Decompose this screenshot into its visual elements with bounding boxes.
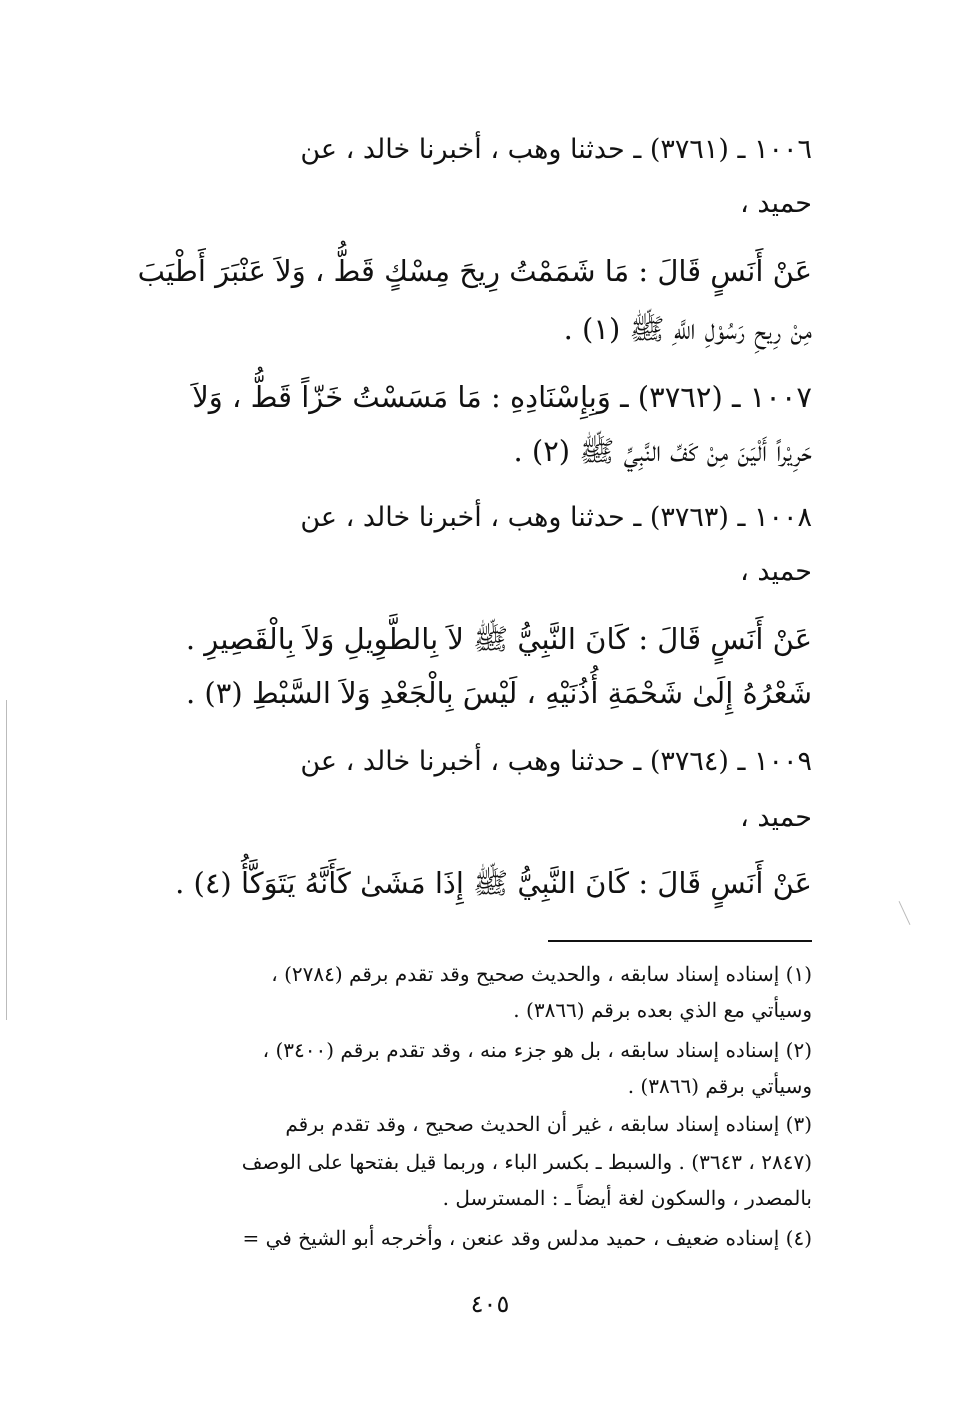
hadith-text-1007-line1: ١٠٠٧ ـ (٣٧٦٢) ـ وَبِإِسْنَادِهِ : مَا مَسَسْتُ خَزّاً قَطُّ ، وَلاَ xyxy=(192,380,812,414)
footnote-1-line1: (١) إسناده إسناد سابقه ، والحديث صحيح وقد تقدم برقم (٢٧٨٤) ، xyxy=(271,962,812,986)
hadith-header-cont-1008: حميد ، xyxy=(740,556,812,587)
page-number: ٤٠٥ xyxy=(470,1290,510,1318)
footnote-2-line1: (٢) إسناده إسناد سابقه ، بل هو جزء منه ، وقد تقدم برقم (٣٤٠٠) ، xyxy=(262,1038,812,1062)
footnote-1-line2: وسيأتي مع الذي بعده برقم (٣٨٦٦) . xyxy=(513,998,812,1022)
footnote-3-line1: (٣) إسناده إسناد سابقه ، غير أن الحديث صحيح ، وقد تقدم برقم xyxy=(285,1112,812,1136)
hadith-text-1006-line1: عَنْ أَنَسٍ قَالَ : مَا شَمَمْتُ رِيحَ مِسْكٍ قَطُّ ، وَلاَ عَنْبَرَ أَطْيَبَ xyxy=(137,254,812,288)
hadith-text-1007-line2: حَرِيْراً أَلْيَنَ مِنْ كَفِّ النَّبِيِّ ﷺ (٢) . xyxy=(513,434,812,468)
footnote-separator xyxy=(548,940,812,942)
hadith-header-1008: ١٠٠٨ ـ (٣٧٦٣) ـ حدثنا وهب ، أخبرنا خالد ، عن xyxy=(300,502,812,533)
hadith-header-1009: ١٠٠٩ ـ (٣٧٦٤) ـ حدثنا وهب ، أخبرنا خالد ، عن xyxy=(300,746,812,777)
footnote-3-line3: بالمصدر ، والسكون لغة أيضاً ـ : المسترسل . xyxy=(442,1186,812,1210)
footnote-4-line1: (٤) إسناده ضعيف ، حميد مدلس وقد عنعن ، وأخرجه أبو الشيخ في = xyxy=(242,1226,812,1250)
scan-bleed-mark xyxy=(899,901,911,925)
hadith-header-cont-1009: حميد ، xyxy=(740,802,812,833)
scan-edge-mark xyxy=(6,700,7,1020)
hadith-text-1008-line2: شَعْرُهُ إِلَىٰ شَحْمَةِ أُذُنَيْهِ ، لَيْسَ بِالْجَعْدِ وَلاَ السَّبْطِ (٣) . xyxy=(185,676,812,710)
hadith-text-1006-line2: مِنْ رِيحِ رَسُوْلِ اللَّهِ ﷺ (١) . xyxy=(563,312,812,346)
hadith-text-1009-line1: عَنْ أَنَسٍ قَالَ : كَانَ النَّبِيُّ ﷺ إِذَا مَشَىٰ كَأَنَّهُ يَتَوَكَّأُ (٤) . xyxy=(175,866,812,900)
footnote-2-line2: وسيأتي برقم (٣٨٦٦) . xyxy=(627,1074,812,1098)
hadith-header-1006: ١٠٠٦ ـ (٣٧٦١) ـ حدثنا وهب ، أخبرنا خالد ، عن xyxy=(300,134,812,165)
hadith-header-cont-1006: حميد ، xyxy=(740,188,812,219)
hadith-text-1008-line1: عَنْ أَنَسٍ قَالَ : كَانَ النَّبِيُّ ﷺ لاَ بِالطَّوِيلِ وَلاَ بِالْقَصِيرِ . xyxy=(185,622,812,656)
footnote-3-line2: (٢٨٤٧ ، ٣٦٤٣) . والسبط ـ بكسر الباء ، وربما قيل بفتحها على الوصف xyxy=(241,1150,812,1174)
